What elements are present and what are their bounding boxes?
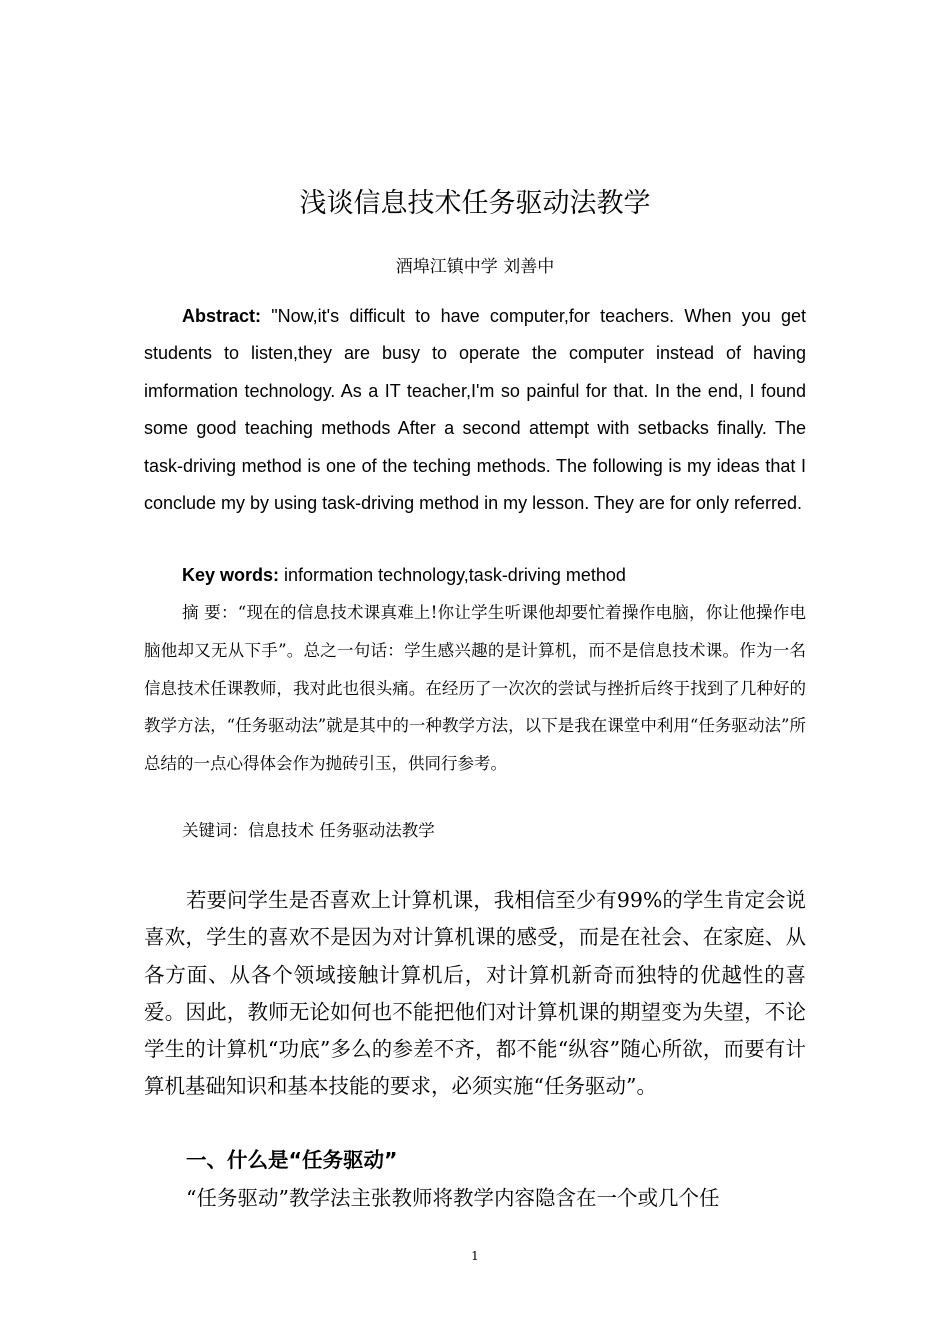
abstract-english-label: Abstract: bbox=[182, 306, 262, 326]
abstract-english-text: "Now,it's difficult to have computer,for teachers. When you get students to listen,they are busy to operate the computer instead of having imformation technology. As a IT teacher,I'm so painful for that. In the end, I found some good teaching methods After a second attempt with setbacks finally. The task-driving method is one of the teching methods. The following is my ideas that I conclude my by using task-driving method in my lesson. They are for only referred. bbox=[144, 306, 806, 514]
keywords-english-text: information technology,task-driving method bbox=[279, 565, 626, 585]
keywords-english-label: Key words: bbox=[182, 565, 280, 585]
body-paragraph: 若要问学生是否喜欢上计算机课，我相信至少有99%的学生肯定会说喜欢，学生的喜欢不是因为对计算机课的感受，而是在社会、在家庭、从各方面、从各个领域接触计算机后，对计算机新奇而独特的优越性的喜爱。因此，教师无论如何也不能把他们对计算机课的期望变为失望，不论学生的计算机“功底”多么的参差不齐，都不能“纵容”随心所欲，而要有计算机基础知识和基本技能的要求，必须实施“任务驱动”。 bbox=[144, 888, 806, 1099]
abstract-chinese-text: “现在的信息技术课真难上!你让学生听课他却要忙着操作电脑，你让他操作电脑他却又无从下手”。总之一句话：学生感兴趣的是计算机，而不是信息技术课。作为一名信息技术任课教师，我对此也很头痛。在经历了一次次的尝试与挫折后终于找到了几种好的教学方法，“任务驱动法”就是其中的一种教学方法，以下是我在课堂中利用“任务驱动法”所总结的一点心得体会作为抛砖引玉，供同行参考。 bbox=[144, 603, 806, 774]
abstract-chinese-label: 摘 要： bbox=[182, 603, 238, 622]
abstract-english bbox=[144, 298, 806, 522]
keywords-chinese bbox=[182, 817, 806, 845]
author-line: 酒埠江镇中学 刘善中 bbox=[395, 257, 555, 277]
abstract-chinese bbox=[144, 594, 806, 783]
section-heading: 一、什么是“任务驱动” bbox=[186, 1148, 398, 1172]
keywords-chinese-label: 关键词： bbox=[182, 821, 248, 840]
document-title: 浅谈信息技术任务驱动法教学 bbox=[299, 188, 651, 219]
keywords-chinese-text: 信息技术 任务驱动法教学 bbox=[248, 821, 435, 840]
keywords-english bbox=[182, 562, 806, 588]
page-number: 1 bbox=[471, 1249, 479, 1263]
section-paragraph: “任务驱动”教学法主张教师将教学内容隐含在一个或几个任 bbox=[186, 1186, 720, 1210]
